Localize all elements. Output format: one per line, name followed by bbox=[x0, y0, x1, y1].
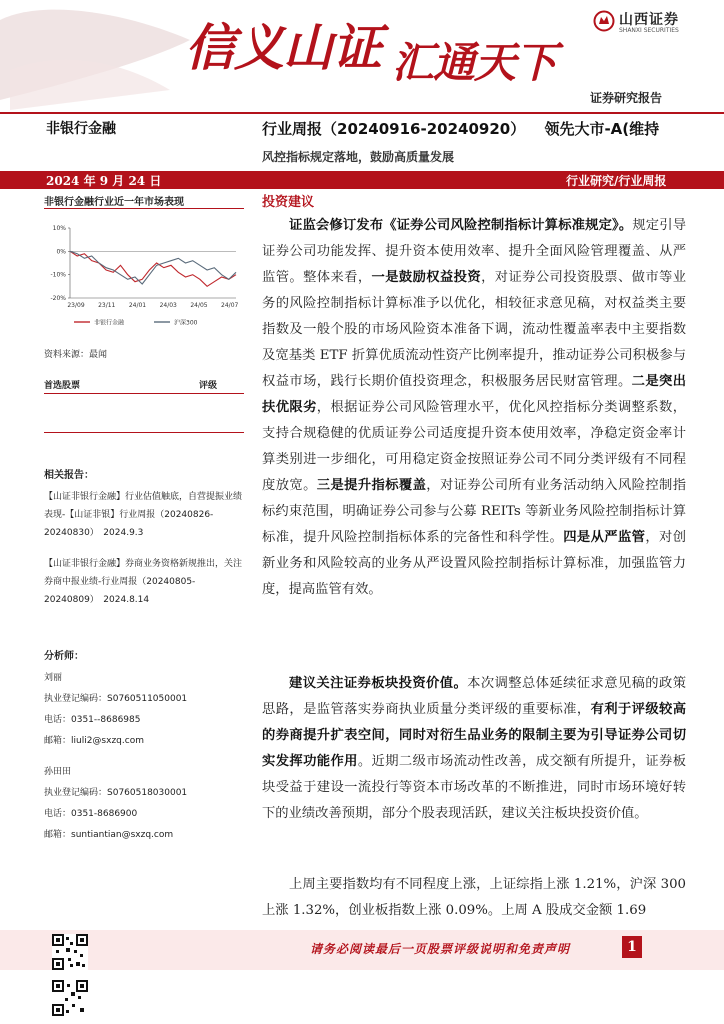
analyst-2 bbox=[44, 762, 244, 846]
body-text: ，对证券公司投资股票、做市等业务的风险控制指标计算标准予以优化，相较征求意见稿，对权益类主要指数及一般个股的市场风险资本准备下调，流动性覆盖率表中主要指数及宽基类 ETF 折算优质流动性资产比例率提升，推动证券公司积极参与权益市场，践行长期价值投资理念，积极服务居民财富管理。 bbox=[262, 270, 687, 389]
emphasis-text: 二是突出扶优限劣 bbox=[262, 374, 687, 415]
rating-text: 领先大市-A(维持 bbox=[544, 120, 660, 138]
emphasis-text: 三是提升指标覆盖 bbox=[316, 478, 427, 493]
stocks-divider bbox=[44, 393, 244, 394]
chart-title: 非银行金融行业近一年市场表现 bbox=[44, 197, 184, 208]
qr-code-icon bbox=[52, 934, 88, 970]
x-tick-label: 24/07 bbox=[221, 302, 239, 309]
report-date: 2024 年 9 月 24 日 bbox=[46, 174, 162, 188]
paragraph-2 bbox=[262, 671, 686, 827]
qr-code-icon-2 bbox=[52, 980, 88, 1016]
emphasis-text: 证监会修订发布《证券公司风险控制指标计算标准规定》。 bbox=[289, 218, 633, 233]
analyst-name: 刘丽 bbox=[44, 673, 63, 683]
y-tick-label: 10% bbox=[52, 225, 66, 232]
y-tick-label: -20% bbox=[50, 295, 66, 302]
report-title-line bbox=[262, 118, 659, 139]
analyst-email[interactable]: 邮箱：suntiantian@sxzq.com bbox=[44, 830, 174, 840]
analyst-phone: 电话：0351-8686900 bbox=[44, 809, 138, 819]
body-text: 规定引导证券公司功能发挥、提升资本使用效率、提升全面风险管理覆盖、从严监管。整体来看， bbox=[262, 218, 687, 285]
emphasis-text: 一是鼓励权益投资 bbox=[371, 270, 482, 285]
company-logo bbox=[593, 8, 713, 38]
analyst-license: 执业登记编码：S0760518030001 bbox=[44, 788, 188, 798]
x-tick-label: 24/03 bbox=[159, 302, 177, 309]
logo-en: SHANXI SECURITIES bbox=[619, 27, 679, 34]
emphasis-text: 有利于评级较高的券商提升扩表空间，同时对衍生品业务的限制主要为引导证券公司切实发挥功能作用 bbox=[262, 702, 687, 769]
related-report-1[interactable]: 【山证非银行金融】行业估值触底，自营提振业绩表现-【山证非银】行业周报（20240826-20240830） 2024.9.3 bbox=[44, 492, 243, 538]
sidebar-divider bbox=[44, 208, 244, 209]
report-type: 证券研究报告 bbox=[590, 91, 663, 105]
related-report-2[interactable]: 【山证非银行金融】券商业务资格新规推出，关注券商中报业绩-行业周报（20240805-20240809） 2024.8.14 bbox=[44, 559, 243, 605]
analyst-license: 执业登记编码：S0760511050001 bbox=[44, 694, 188, 704]
analyst-name: 孙田田 bbox=[44, 767, 72, 777]
analyst-email[interactable]: 邮箱：liuli2@sxzq.com bbox=[44, 736, 144, 746]
y-tick-label: 0% bbox=[56, 248, 66, 256]
preferred-stocks-header bbox=[44, 378, 244, 391]
page-number: 1 bbox=[622, 936, 642, 958]
sector-name: 非银行金融 bbox=[46, 121, 116, 137]
x-tick-label: 23/11 bbox=[98, 302, 116, 309]
logo-name: 山西证券 bbox=[619, 12, 679, 28]
paragraph-3 bbox=[262, 872, 686, 924]
series-line bbox=[70, 251, 236, 284]
emphasis-text: 建议关注证券板块投资价值。 bbox=[289, 676, 468, 691]
slogan-part1: 信义山证 bbox=[185, 18, 381, 77]
logo-emblem-icon bbox=[593, 10, 615, 32]
analyst-1 bbox=[44, 668, 244, 752]
market-performance-chart bbox=[44, 222, 244, 334]
body-text: ，根据证券公司风险管理水平，优化风控指标分类调整系数，支持合规稳健的优质证券公司适度提升资本使用效率，净稳定资金率计算类别进一步细化，可用稳定资金按照证券公司不同分类评级有不同程度放宽。 bbox=[262, 400, 687, 493]
paragraph-1 bbox=[262, 213, 686, 603]
data-source: 资料来源：最闻 bbox=[44, 350, 108, 360]
disclaimer: 请务必阅读最后一页股票评级说明和免责声明 bbox=[310, 942, 571, 956]
legend-label: 沪深300 bbox=[174, 319, 198, 327]
stocks-label: 首选股票 bbox=[44, 381, 81, 391]
y-tick-label: -10% bbox=[50, 271, 66, 279]
body-text: 。近期二级市场流动性改善，成交额有所提升，证券板块受益于建设一流投行等资本市场改革的不断推进，同时市场环境好转下的业绩改善预期，部分个股表现活跃，建议关注板块投资价值。 bbox=[262, 754, 687, 821]
emphasis-text: 四是从严监管 bbox=[563, 530, 646, 545]
rating-label: 评级 bbox=[199, 381, 218, 391]
body-text: ，对创新业务和风险较高的业务从严设置风险控制指标计算标准，加强监管力度，提高监管有效。 bbox=[262, 530, 687, 597]
legend-label: 非银行金融 bbox=[94, 319, 125, 327]
body-text: 本次调整总体延续征求意见稿的政策思路，是监管落实券商执业质量分类评级的重要标准， bbox=[262, 676, 687, 717]
report-title: 行业周报（20240916-20240920） bbox=[262, 120, 526, 138]
x-tick-label: 23/09 bbox=[67, 302, 85, 309]
report-subtitle: 风控指标规定落地，鼓励高质量发展 bbox=[262, 150, 455, 164]
body-text: ，对证券公司所有业务活动纳入风险控制指标约束范围，明确证券公司参与公募 REITs 等新业务风险控制指标计算标准，提升风险控制指标体系的完备性和科学性。 bbox=[262, 478, 687, 545]
body-text: 上周主要指数均有不同程度上涨，上证综指上涨 1.21%，沪深 300 上涨 1.32%，创业板指数上涨 0.09%。上周 A 股成交金额 1.69 bbox=[262, 877, 686, 918]
analyst-phone: 电话：0351--8686985 bbox=[44, 715, 141, 725]
section-title: 投资建议 bbox=[262, 195, 315, 210]
report-category: 行业研究/行业周报 bbox=[566, 174, 667, 188]
x-tick-label: 24/05 bbox=[190, 302, 208, 309]
slogan-part2: 汇通天下 bbox=[392, 38, 557, 87]
footer-bar bbox=[0, 930, 724, 970]
date-bar bbox=[0, 171, 724, 189]
x-tick-label: 24/01 bbox=[128, 302, 147, 309]
stocks-bottom-divider bbox=[44, 432, 244, 433]
header-divider bbox=[0, 112, 724, 114]
analyst-title: 分析师： bbox=[44, 651, 84, 662]
related-reports-title: 相关报告： bbox=[44, 470, 94, 481]
